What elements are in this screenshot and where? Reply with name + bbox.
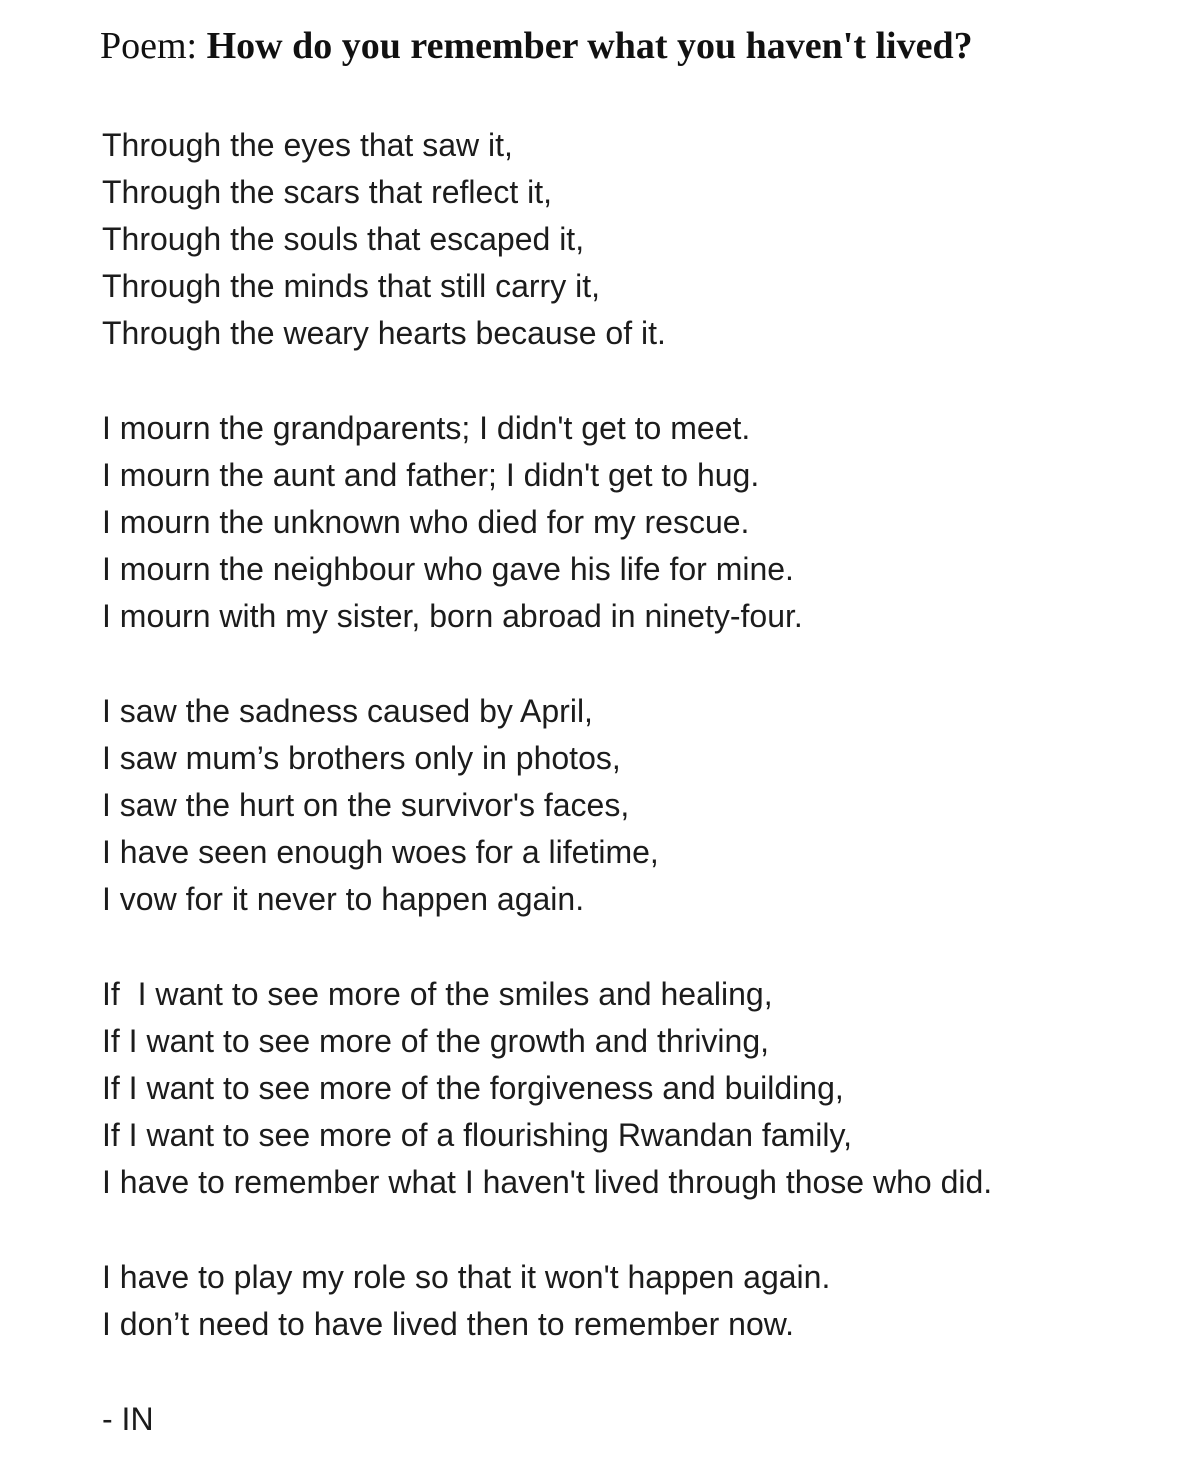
author-signature: - IN	[102, 1401, 154, 1437]
poem-line: I mourn with my sister, born abroad in ninety-four.	[102, 598, 803, 634]
poem-line: Through the weary hearts because of it.	[102, 315, 666, 351]
poem-line: I mourn the unknown who died for my rescue.	[102, 504, 750, 540]
poem-line: Through the souls that escaped it,	[102, 221, 585, 257]
stanza-2	[102, 405, 992, 640]
stanza-1	[102, 122, 992, 357]
poem-title	[100, 20, 973, 72]
poem-line: I saw mum’s brothers only in photos,	[102, 740, 621, 776]
poem-body	[102, 122, 992, 1443]
poem-line: If I want to see more of a flourishing Rwandan family,	[102, 1117, 852, 1153]
poem-line: If I want to see more of the smiles and healing,	[102, 976, 773, 1012]
poem-line: If I want to see more of the forgiveness and building,	[102, 1070, 844, 1106]
poem-line: I mourn the aunt and father; I didn't get to hug.	[102, 457, 760, 493]
poem-line: I have to remember what I haven't lived through those who did.	[102, 1164, 993, 1200]
poem-line: I mourn the neighbour who gave his life for mine.	[102, 551, 794, 587]
stanza-5	[102, 1254, 992, 1348]
poem-line: I have to play my role so that it won't happen again.	[102, 1259, 831, 1295]
poem-line: Through the scars that reflect it,	[102, 174, 552, 210]
poem-line: I mourn the grandparents; I didn't get to meet.	[102, 410, 751, 446]
stanza-3	[102, 688, 992, 923]
poem-line: I saw the hurt on the survivor's faces,	[102, 787, 630, 823]
poem-line: I vow for it never to happen again.	[102, 881, 585, 917]
title-prefix: Poem:	[100, 25, 207, 67]
poem-line: Through the eyes that saw it,	[102, 127, 513, 163]
poem-line: I don’t need to have lived then to remember now.	[102, 1306, 794, 1342]
poem-line: If I want to see more of the growth and thriving,	[102, 1023, 770, 1059]
poem-line: Through the minds that still carry it,	[102, 268, 600, 304]
title-heading: How do you remember what you haven't lived?	[206, 25, 973, 67]
poem-line: I saw the sadness caused by April,	[102, 693, 593, 729]
poem-line: I have seen enough woes for a lifetime,	[102, 834, 659, 870]
stanza-4	[102, 971, 992, 1206]
